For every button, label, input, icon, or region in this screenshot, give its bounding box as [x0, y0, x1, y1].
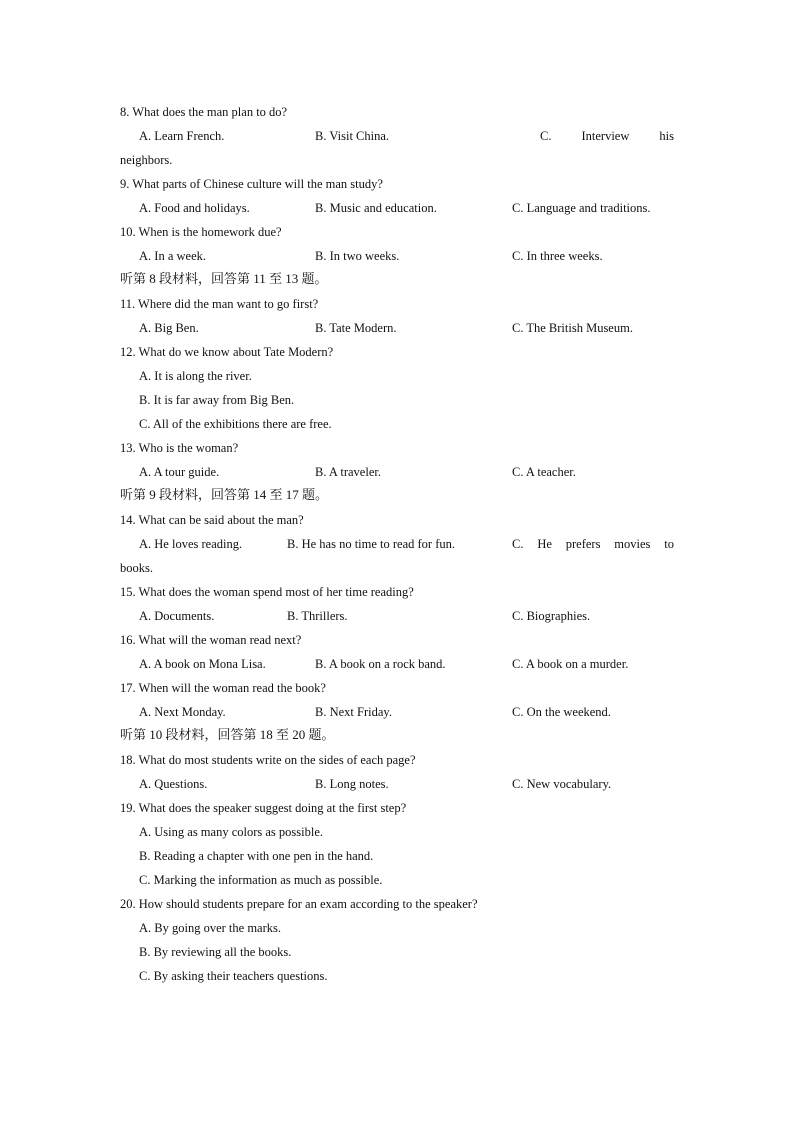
q15-option-b: B. Thrillers.	[287, 609, 348, 623]
q15-option-a: A. Documents.	[139, 609, 215, 623]
q13-option-c: C. A teacher.	[512, 465, 576, 479]
q12-option-c: C. All of the exhibitions there are free.	[139, 417, 332, 431]
q14-option-c-wrap: books.	[120, 561, 153, 575]
q16-option-b: B. A book on a rock band.	[315, 657, 446, 671]
question-16: 16. What will the woman read next?	[120, 633, 302, 647]
question-15: 15. What does the woman spend most of her time reading?	[120, 585, 414, 599]
q18-option-a: A. Questions.	[139, 777, 208, 791]
q18-option-b: B. Long notes.	[315, 777, 389, 791]
q16-option-c: C. A book on a murder.	[512, 657, 629, 671]
q20-option-c: C. By asking their teachers questions.	[139, 969, 328, 983]
question-10: 10. When is the homework due?	[120, 225, 282, 239]
q14-option-a: A. He loves reading.	[139, 537, 243, 551]
question-11: 11. Where did the man want to go first?	[120, 297, 319, 311]
question-9: 9. What parts of Chinese culture will the man study?	[120, 177, 383, 191]
q20-option-a: A. By going over the marks.	[139, 921, 281, 935]
q9-option-c: C. Language and traditions.	[512, 201, 651, 215]
q11-option-a: A. Big Ben.	[139, 321, 199, 335]
q17-option-b: B. Next Friday.	[315, 705, 392, 719]
q9-option-a: A. Food and holidays.	[139, 201, 250, 215]
q12-option-b: B. It is far away from Big Ben.	[139, 393, 295, 407]
q14-option-b: B. He has no time to read for fun.	[287, 537, 456, 551]
q14-option-c-word: He	[537, 537, 552, 551]
q11-option-c: C. The British Museum.	[512, 321, 633, 335]
q14-option-c-word: movies	[614, 537, 651, 551]
q14-option-c	[512, 536, 674, 552]
q19-option-c: C. Marking the information as much as possible.	[139, 873, 383, 887]
q18-option-c: C. New vocabulary.	[512, 777, 612, 791]
question-13: 13. Who is the woman?	[120, 441, 239, 455]
question-19: 19. What does the speaker suggest doing at the first step?	[120, 801, 407, 815]
q11-option-b: B. Tate Modern.	[315, 321, 397, 335]
q8-option-c-wrap: neighbors.	[120, 153, 173, 167]
question-20: 20. How should students prepare for an exam according to the speaker?	[120, 897, 478, 911]
q8-option-a: A. Learn French.	[139, 129, 225, 143]
q8-option-c-word: C.	[540, 129, 552, 143]
question-8: 8. What does the man plan to do?	[120, 105, 288, 119]
q9-option-b: B. Music and education.	[315, 201, 437, 215]
q13-option-a: A. A tour guide.	[139, 465, 220, 479]
q17-option-a: A. Next Monday.	[139, 705, 226, 719]
q16-option-a: A. A book on Mona Lisa.	[139, 657, 266, 671]
question-17: 17. When will the woman read the book?	[120, 681, 326, 695]
q17-option-c: C. On the weekend.	[512, 705, 611, 719]
q14-option-c-word: prefers	[565, 537, 601, 551]
q8-option-c-word: Interview	[581, 129, 630, 143]
q20-option-b: B. By reviewing all the books.	[139, 945, 292, 959]
q12-option-a: A. It is along the river.	[139, 369, 252, 383]
question-12: 12. What do we know about Tate Modern?	[120, 345, 334, 359]
section-heading-9: 听第 9 段材料，回答第 14 至 17 题。	[120, 487, 329, 502]
section-heading-8: 听第 8 段材料，回答第 11 至 13 题。	[120, 271, 328, 286]
q14-option-c-word: to	[664, 537, 674, 551]
q10-option-a: A. In a week.	[139, 249, 206, 263]
q10-option-b: B. In two weeks.	[315, 249, 400, 263]
question-14: 14. What can be said about the man?	[120, 513, 304, 527]
q8-option-c-word: his	[659, 129, 674, 143]
q15-option-c: C. Biographies.	[512, 609, 591, 623]
q10-option-c: C. In three weeks.	[512, 249, 603, 263]
q8-option-b: B. Visit China.	[315, 129, 390, 143]
q19-option-a: A. Using as many colors as possible.	[139, 825, 324, 839]
q13-option-b: B. A traveler.	[315, 465, 381, 479]
q14-option-c-word: C.	[512, 537, 524, 551]
section-heading-10: 听第 10 段材料，回答第 18 至 20 题。	[120, 727, 335, 742]
q19-option-b: B. Reading a chapter with one pen in the hand.	[139, 849, 374, 863]
question-18: 18. What do most students write on the sides of each page?	[120, 753, 416, 767]
q8-option-c	[540, 128, 674, 144]
